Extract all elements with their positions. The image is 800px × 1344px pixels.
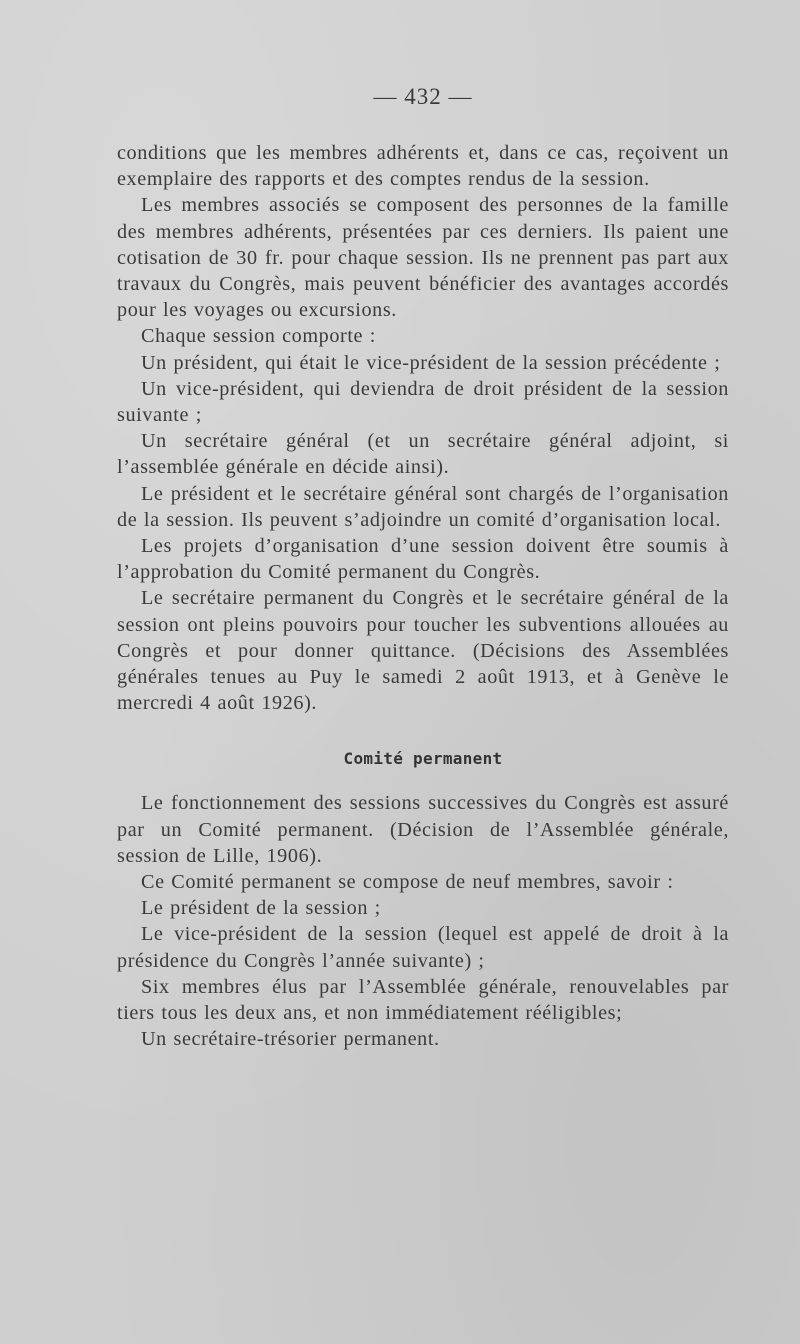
paragraph: Les membres associés se composent des personnes de la famille des membres adhérents, présentées par ces derniers. Ils paient une cotisation de 30 fr. pour chaque session. Ils ne prennent pas part aux travaux du Congrès, mais peuvent bénéficier des avantages accordés pour les voyages ou excursions.	[117, 194, 729, 322]
paragraph: Six membres élus par l’Assemblée générale, renouvelables par tiers tous les deux ans, et non immédiatement rééligibles;	[117, 975, 729, 1025]
paragraph: Un secrétaire-trésorier permanent.	[141, 1028, 440, 1051]
paragraph: Chaque session comporte :	[141, 325, 376, 348]
paragraph: Le secrétaire permanent du Congrès et le secrétaire général de la session ont pleins pouvoirs pour toucher les subventions allouées au Congrès et pour donner quittance. (Décisions des Assemblées générales tenues au Puy le samedi 2 août 1913, et à Genève le mercredi 4 août 1926).	[117, 587, 729, 715]
paragraph: conditions que les membres adhérents et, dans ce cas, reçoivent un exemplaire des rapports et des comptes rendus de la session.	[117, 142, 729, 191]
paragraph: Le vice-président de la session (lequel est appelé de droit à la présidence du Congrès l’année suivante) ;	[117, 923, 729, 972]
paragraph: Ce Comité permanent se compose de neuf membres, savoir :	[141, 871, 674, 894]
document-page	[117, 84, 729, 1053]
section-membership	[117, 140, 729, 716]
section-permanent-committee	[117, 790, 729, 1052]
page-number: — 432 —	[373, 84, 473, 109]
paragraph: Un secrétaire général (et un secrétaire général adjoint, si l’assemblée générale en décide ainsi).	[117, 430, 729, 479]
paragraph: Le président de la session ;	[141, 897, 381, 920]
paragraph: Les projets d’organisation d’une session doivent être soumis à l’approbation du Comité permanent du Congrès.	[117, 535, 729, 584]
paragraph: Le président et le secrétaire général sont chargés de l’organisation de la session. Ils peuvent s’adjoindre un comité d’organisation local.	[117, 482, 729, 531]
paragraph: Un vice-président, qui deviendra de droit président de la session suivante ;	[117, 377, 729, 427]
paragraph: Un président, qui était le vice-président de la session précédente ;	[141, 351, 721, 374]
section-heading: Comité permanent	[343, 749, 503, 769]
paragraph: Le fonctionnement des sessions successives du Congrès est assuré par un Comité permanent. (Décision de l’Assemblée générale, session de Lille, 1906).	[117, 792, 729, 867]
